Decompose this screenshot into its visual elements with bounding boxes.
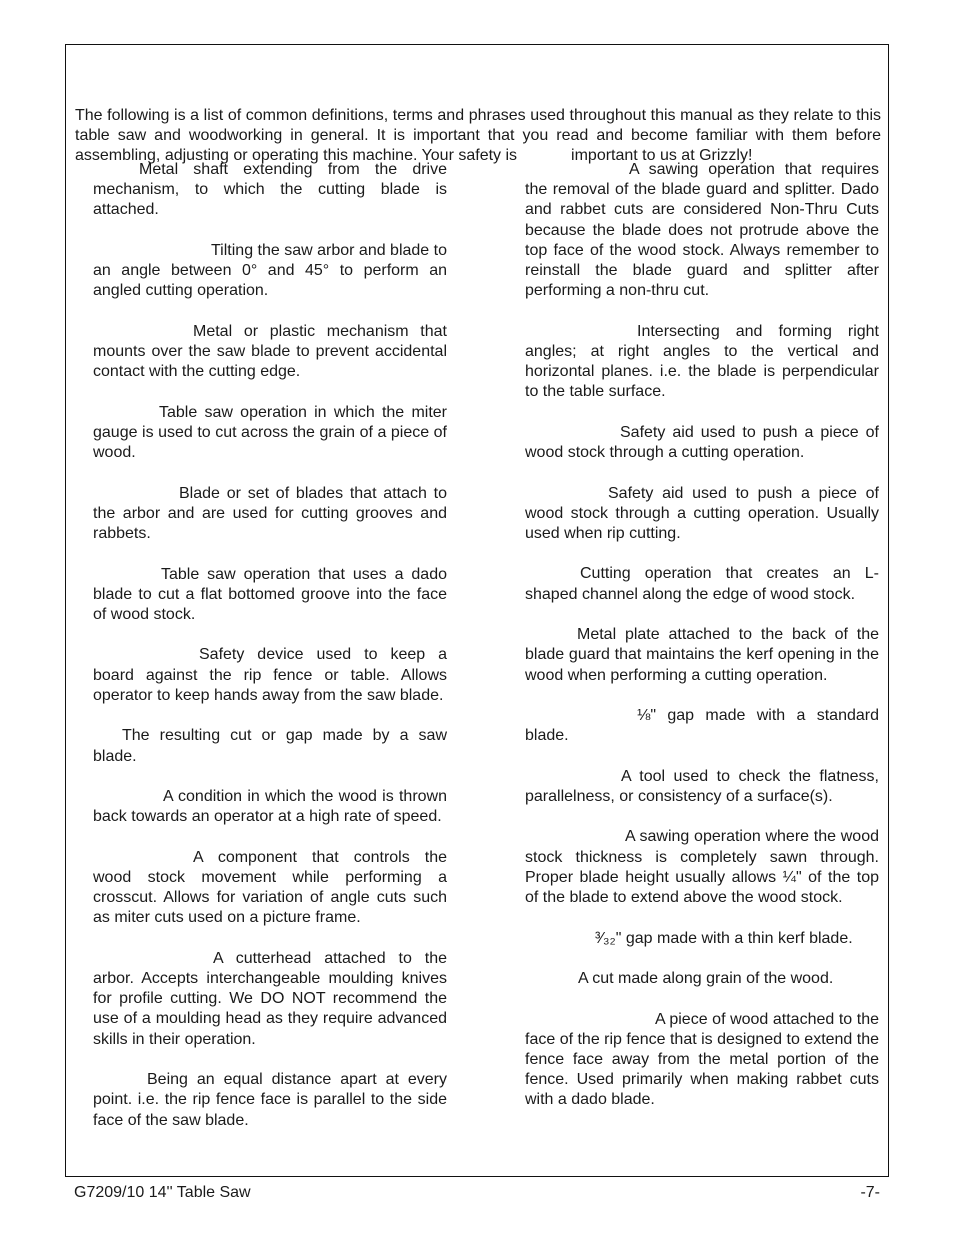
definition-text: Table saw operation in which the miter gauge is used to cut across the grain of a piece of wood. (93, 403, 447, 462)
definition-entry-riving-knife (525, 625, 879, 686)
definition-entry-push-block (525, 423, 879, 463)
definition-entry-crosscut (93, 403, 447, 464)
definition-text: Cutting operation that creates an L-shaped channel along the edge of wood stock. (525, 565, 879, 603)
definition-text: The resulting cut or gap made by a saw blade. (93, 727, 447, 765)
intro-paragraph (75, 106, 881, 167)
definition-text: Metal shaft extending from the drive mechanism, to which the cutting blade is attached. (93, 161, 447, 219)
right-definitions-column (525, 160, 879, 1131)
definition-entry-dado-blade (93, 484, 447, 545)
definition-text: ⅛" gap made with a standard blade. (525, 707, 879, 745)
definition-entry-through-sawing (525, 827, 879, 908)
footer-page-number: -7- (860, 1184, 880, 1201)
definition-text: Table saw operation that uses a dado blade to cut a flat bottomed groove into the face of wood stock. (93, 565, 447, 623)
definition-entry-push-stick (525, 484, 879, 545)
definition-text: A sawing operation where the wood stock thickness is completely sawn through. Proper blade height usually allows ¼" of the top of the blade to extend above the wood stock. (525, 828, 879, 907)
definition-entry-kerf (93, 726, 447, 766)
definition-entry-dado-cut (93, 565, 447, 626)
definition-text: A component that controls the wood stock movement while performing a crosscut. Allows for variation of angle cuts such as miter cuts used on a picture frame. (93, 848, 447, 927)
definition-entry-rabbet (525, 564, 879, 604)
definition-entry-bevel-edge-cut (93, 241, 447, 302)
intro-text-part1: The following is a list of common definitions, terms and phrases used throughout this manual as they relate to this table saw and woodworking in general. It is important that you read and become familiar with them before assembling, adjusting or operating this machine. Your safety is (75, 107, 881, 165)
definition-entry-rip-cut (525, 969, 879, 989)
left-definitions-column (93, 160, 447, 1151)
definition-entry-parallel (93, 1070, 447, 1131)
definition-entry-arbor (93, 160, 447, 221)
intro-text-part2: important to us at Grizzly! (571, 147, 753, 165)
definition-text: Safety aid used to push a piece of wood stock through a cutting operation. (525, 423, 879, 462)
definition-text: Metal plate attached to the back of the blade guard that maintains the kerf opening in the wood when performing a cutting operation. (525, 626, 879, 684)
definition-entry-blade-guard (93, 322, 447, 383)
definition-entry-sub-fence (525, 1010, 879, 1111)
definition-entry-standard-kerf (525, 706, 879, 746)
definition-entry-kickback (93, 787, 447, 827)
definition-text: A cutterhead attached to the arbor. Accepts interchangeable moulding knives for profile cutting. We DO NOT recommend the use of a moulding head as they require advanced skills in their operation. (93, 949, 447, 1048)
definition-entry-thin-kerf (525, 929, 879, 949)
definition-text: Blade or set of blades that attach to the arbor and are used for cutting grooves and rabbets. (93, 484, 447, 543)
definition-entry-non-thru-cut (525, 160, 879, 301)
definition-text: Being an equal distance apart at every point. i.e. the rip fence face is parallel to the side face of the saw blade. (93, 1071, 447, 1129)
definition-entry-miter-gauge (93, 848, 447, 929)
definition-text: Safety device used to keep a board against the rip fence or table. Allows operator to keep hands away from the saw blade. (93, 646, 447, 704)
footer-model-label: G7209/10 14'' Table Saw (74, 1184, 251, 1201)
definition-text: Tilting the saw arbor and blade to an angle between 0° and 45° to perform an angled cutting operation. (93, 241, 447, 300)
definition-text: Intersecting and forming right angles; at right angles to the vertical and horizontal planes. i.e. the blade is perpendicular to the table surface. (525, 322, 879, 401)
definition-entry-perpendicular (525, 322, 879, 403)
definition-text: A cut made along grain of the wood. (578, 970, 834, 988)
definition-text: ³⁄₃₂" gap made with a thin kerf blade. (595, 929, 853, 947)
definition-entry-straightedge (525, 767, 879, 807)
definition-text: Metal or plastic mechanism that mounts over the saw blade to prevent accidental contact with the cutting edge. (93, 322, 447, 381)
definition-text: Safety aid used to push a piece of wood stock through a cutting operation. Usually used when rip cutting. (525, 484, 879, 542)
definition-entry-featherboard (93, 645, 447, 706)
definition-text: A sawing operation that requires the removal of the blade guard and splitter. Dado and rabbet cuts are considered Non-Thru Cuts because the blade does not protrude above the top face of the wood stock. Always remember to reinstall the blade guard and splitter after performing a non-thru cut. (525, 161, 879, 300)
definition-text: A condition in which the wood is thrown back towards an operator at a high rate of speed. (93, 788, 447, 826)
definition-text: A tool used to check the flatness, parallelness, or consistency of a surface(s). (525, 767, 879, 805)
definition-entry-moulding-head (93, 949, 447, 1050)
definition-text: A piece of wood attached to the face of the rip fence that is designed to extend the fence face away from the metal portion of the fence. Used primarily when making rabbet cuts with a dado blade. (525, 1010, 880, 1109)
